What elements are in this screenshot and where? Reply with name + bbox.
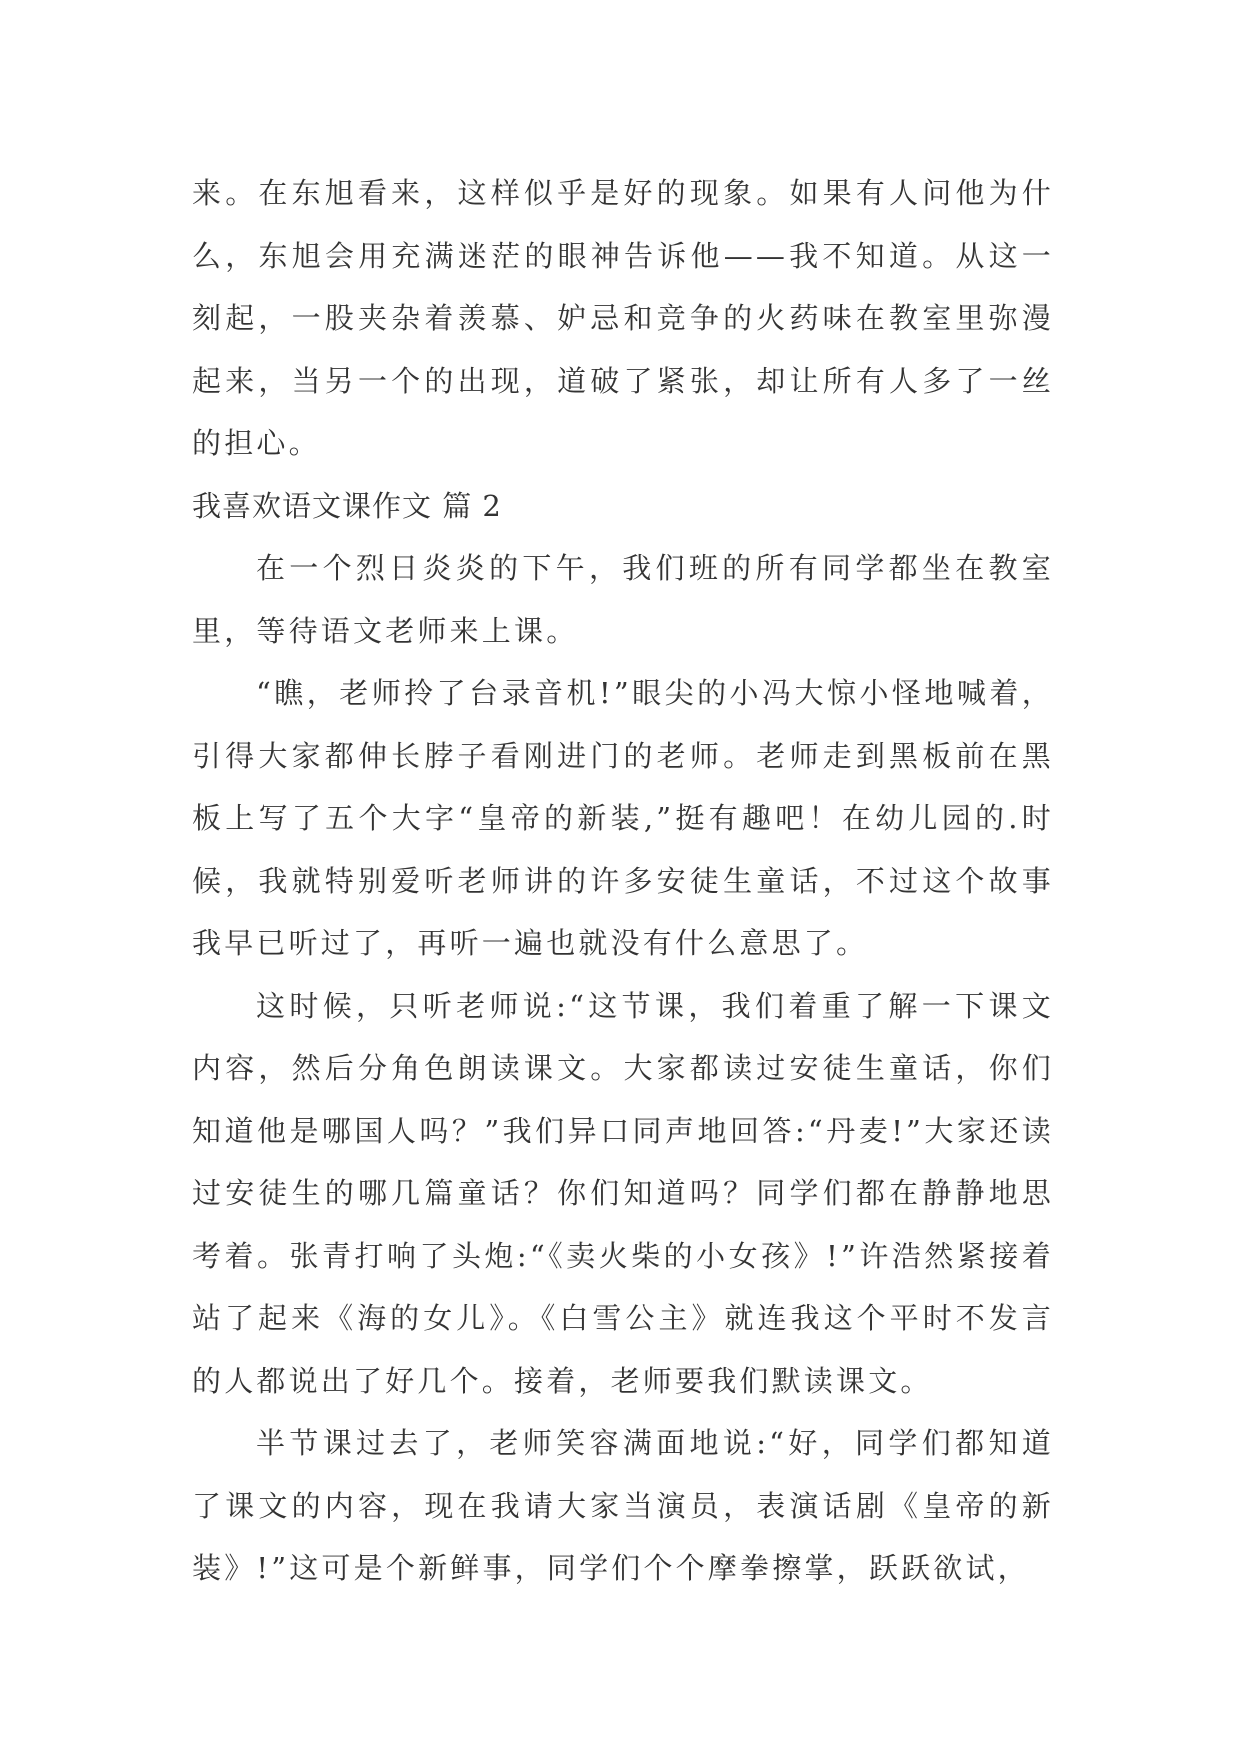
paragraph: 这时候，只听老师说:“这节课，我们着重了解一下课文内容，然后分角色朗读课文。大家都读过安徒生童话，你们知道他是哪国人吗？”我们异口同声地回答:“丹麦!”大家还读过安徒生的哪几篇童话？你们知道吗？同学们都在静静地思考着。张青打响了头炮:“《卖火柴的小女孩》!”许浩然紧接着站了起来《海的女儿》。《白雪公主》就连我这个平时不发言的人都说出了好几个。接着，老师要我们默读课文。: [192, 988, 1054, 1398]
paragraph: 半节课过去了，老师笑容满面地说:“好，同学们都知道了课文的内容，现在我请大家当演员，表演话剧《皇帝的新装》!”这可是个新鲜事，同学们个个摩拳擦掌，跃跃欲试，: [192, 1426, 1054, 1585]
section-heading: 我喜欢语文课作文 篇 2: [192, 488, 502, 523]
document-body: [192, 162, 1054, 1600]
paragraph: “瞧，老师拎了台录音机!”眼尖的小冯大惊小怪地喊着，引得大家都伸长脖子看刚进门的老师。老师走到黑板前在黑板上写了五个大字“皇帝的新装,”挺有趣吧！在幼儿园的.时候，我就特别爱听老师讲的许多安徒生童话，不过这个故事我早已听过了，再听一遍也就没有什么意思了。: [192, 676, 1054, 960]
continuation-paragraph: 来。在东旭看来，这样似乎是好的现象。如果有人问他为什么，东旭会用充满迷茫的眼神告诉他——我不知道。从这一刻起，一股夹杂着羡慕、妒忌和竞争的火药味在教室里弥漫起来，当另一个的出现，道破了紧张，却让所有人多了一丝的担心。: [192, 176, 1054, 460]
paragraph: 在一个烈日炎炎的下午，我们班的所有同学都坐在教室里，等待语文老师来上课。: [192, 551, 1054, 648]
